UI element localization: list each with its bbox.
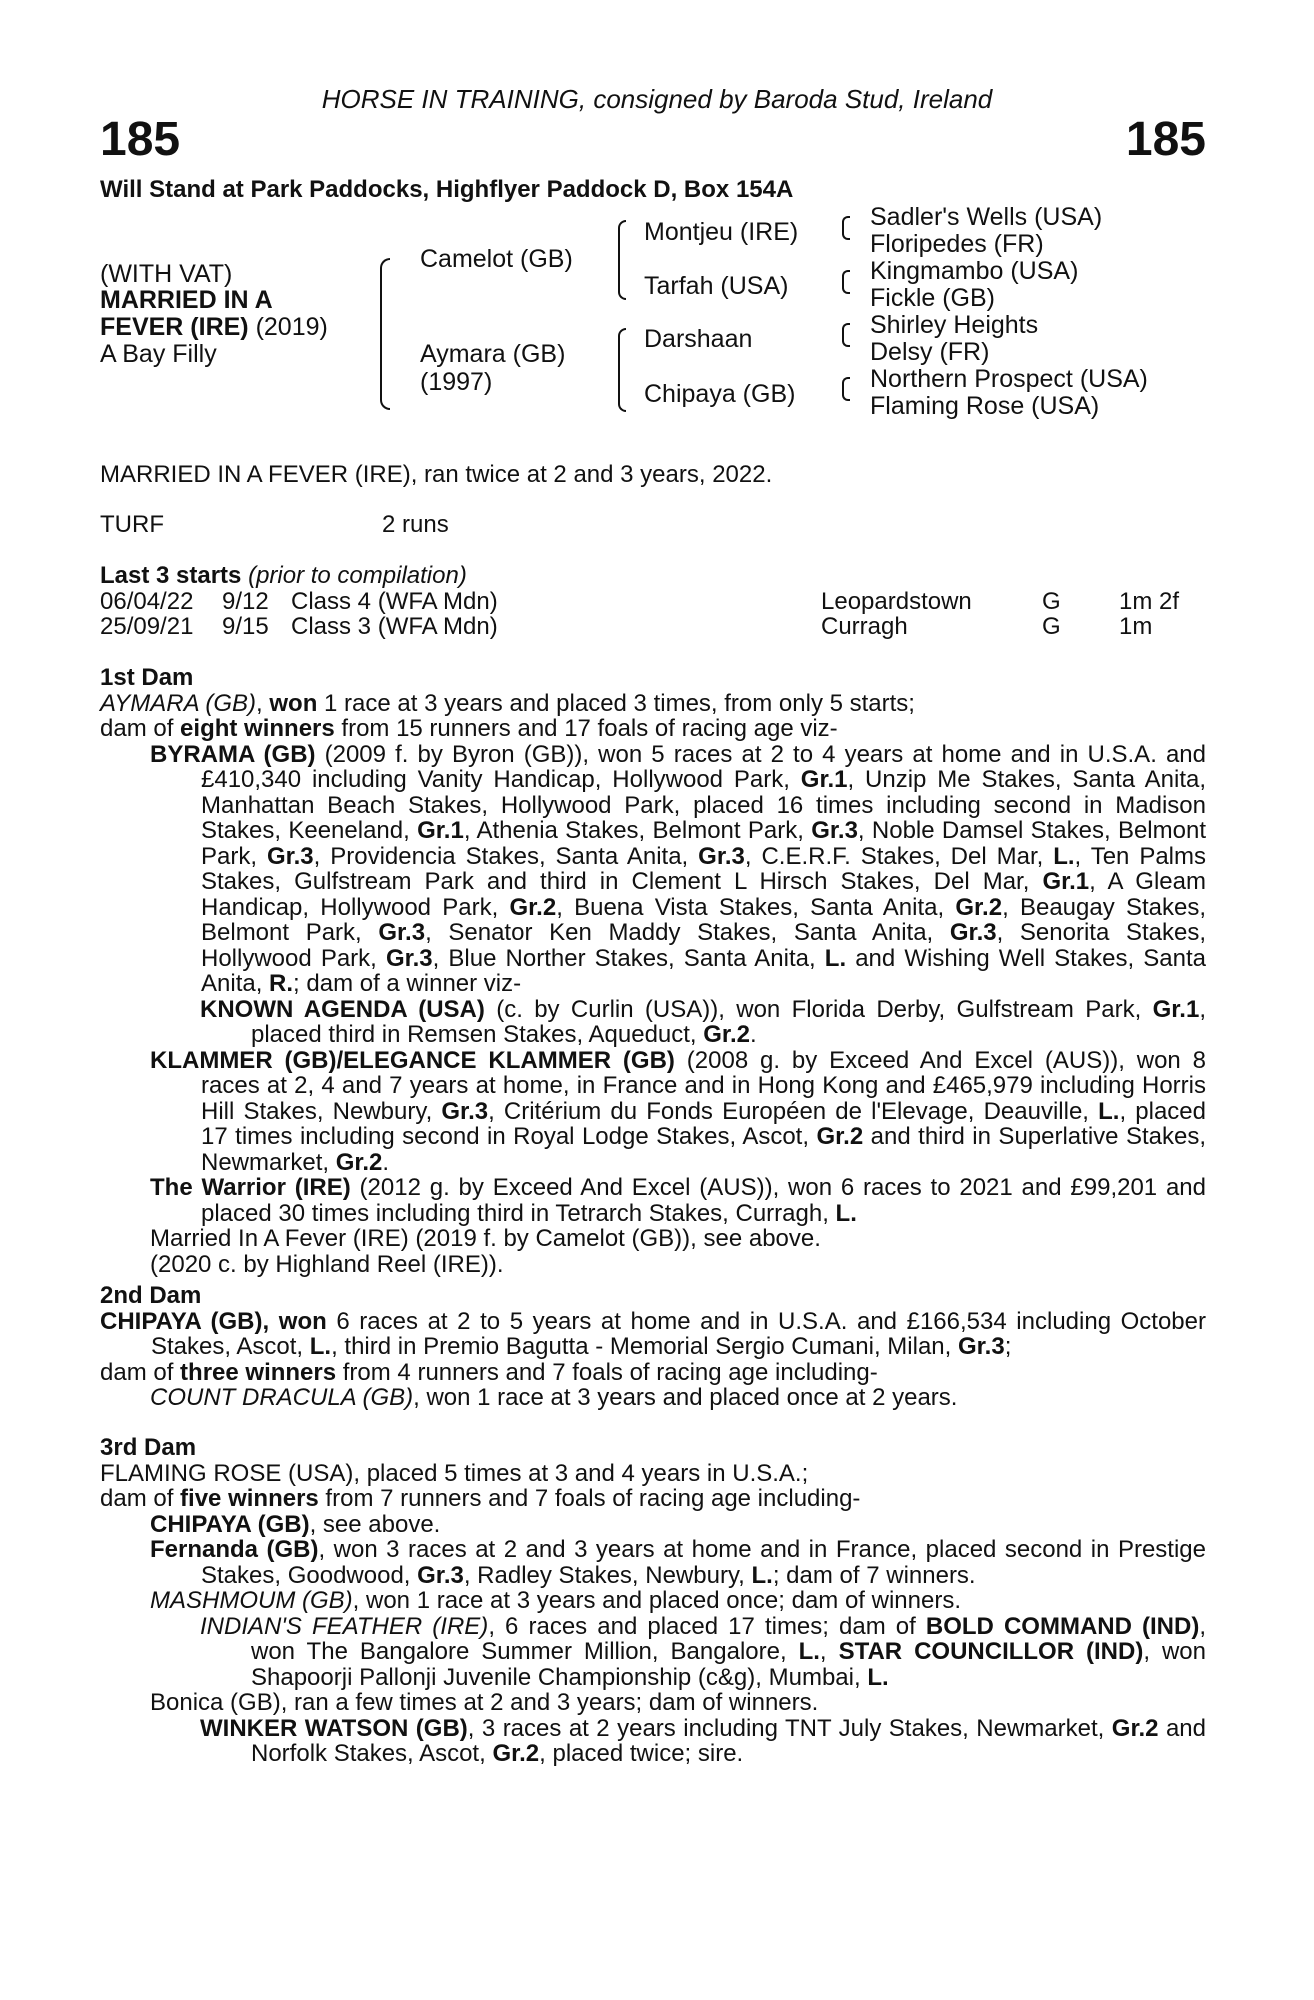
sire-sire: Montjeu (IRE) — [644, 218, 799, 246]
first-dam-section — [100, 665, 1206, 1277]
dam-text: 6 races at 2 to 5 years at home and in U.S.A. and £166,534 including October Stakes, Ascot, — [151, 1307, 1206, 1360]
brace-sire — [618, 220, 626, 300]
progeny-name: BYRAMA (GB) — [150, 740, 316, 768]
progeny-text: , Senorita Stakes, Hollywood Park, — [201, 919, 1206, 972]
gen3-6: Delsy (FR) — [870, 338, 990, 366]
byrama-entry — [100, 742, 1206, 997]
progeny-text: , A Gleam Handicap, Hollywood Park, — [201, 868, 1206, 921]
progeny-name: KNOWN AGENDA (USA) — [200, 995, 485, 1023]
warrior-entry — [100, 1175, 1206, 1226]
grade: R. — [269, 970, 294, 997]
progeny-text: , — [819, 1638, 839, 1665]
gen3-3: Kingmambo (USA) — [870, 257, 1079, 285]
progeny-text: and Wishing Well Stakes, Santa Anita, — [201, 944, 1206, 997]
progeny-text: , 6 races and placed 17 times; dam of — [488, 1612, 926, 1640]
progeny-text: and third in Superlative Stakes, Newmarket, — [201, 1123, 1207, 1176]
start-course: Curragh — [821, 613, 908, 640]
start-position: 9/15 — [222, 613, 269, 640]
start-race: Class 3 (WFA Mdn) — [291, 613, 498, 640]
third-dam-line2 — [100, 1486, 1206, 1512]
progeny-text: , Radley Stakes, Newbury, — [463, 1561, 752, 1589]
progeny-text: , Senator Ken Maddy Stakes, Santa Anita, — [425, 919, 950, 946]
progeny-name: STAR COUNCILLOR (IND) — [838, 1638, 1144, 1665]
indians-feather-entry — [100, 1614, 1206, 1691]
grade: Gr.3 — [266, 842, 314, 870]
gen3-7: Northern Prospect (USA) — [870, 365, 1148, 393]
grade: Gr.3 — [378, 919, 426, 946]
won-label: , won — [262, 1307, 327, 1335]
turf-runs: 2 runs — [382, 511, 449, 538]
grade: L. — [835, 1199, 857, 1227]
progeny-name: Fernanda (GB) — [150, 1536, 319, 1563]
first-dam-name: AYMARA (GB) — [100, 689, 257, 717]
second-dam-section — [100, 1283, 1206, 1411]
sire: Camelot (GB) — [420, 245, 573, 273]
race-summary: MARRIED IN A FEVER (IRE), ran twice at 2 and 3 years, 2022. — [100, 461, 773, 488]
third-dam-heading: 3rd Dam — [100, 1434, 197, 1461]
progeny-name: COUNT DRACULA (GB) — [150, 1384, 414, 1411]
winker-watson-entry — [100, 1716, 1206, 1767]
grade: Gr.3 — [949, 919, 997, 946]
grade: Gr.1 — [1152, 995, 1200, 1023]
dam: Aymara (GB) — [420, 340, 566, 368]
progeny-text: , Ten Palms Stakes, Gulfstream Park and third in Clement L Hirsch Stakes, Del Mar, — [201, 842, 1207, 895]
progeny-text: (2012 g. by Exceed And Excel (AUS)), won 6 races to 2021 and £99,201 and placed 30 times including third in Tetrarch Stakes, Curragh, — [201, 1174, 1206, 1227]
dam-dam: Chipaya (GB) — [644, 380, 796, 408]
progeny-text: (2009 f. by Byron (GB)), won 5 races at 2 to 4 years at home and in U.S.A. and £410,340 including Vanity Handicap, Hollywood Park, — [201, 740, 1206, 793]
progeny-text: , won The Bangalore Summer Million, Bangalore, — [251, 1612, 1207, 1665]
gen3-1: Sadler's Wells (USA) — [870, 203, 1103, 231]
count-dracula-entry — [100, 1385, 1206, 1411]
grade: Gr.2 — [492, 1740, 540, 1767]
grade: L. — [751, 1561, 773, 1589]
horse-name-line2 — [100, 313, 328, 342]
first-dam-line2 — [100, 716, 1206, 742]
dam-text: ; — [1004, 1333, 1012, 1360]
horse-name-line1: MARRIED IN A — [100, 286, 273, 314]
mashmoum-entry — [100, 1588, 1206, 1614]
progeny-name: BOLD COMMAND (IND) — [925, 1612, 1200, 1640]
dam-text: , third in Premio Bagutta - Memorial Sergio Cumani, Milan, — [331, 1333, 958, 1360]
grade: Gr.3 — [441, 1097, 489, 1125]
start-race: Class 4 (WFA Mdn) — [291, 588, 498, 615]
grade: L. — [1098, 1097, 1120, 1125]
brace-g1 — [842, 216, 850, 240]
second-dam-record — [100, 1309, 1206, 1360]
progeny-text: , placed 17 times including second in Royal Lodge Stakes, Ascot, — [201, 1097, 1206, 1150]
lot-number-left: 185 — [100, 113, 181, 166]
progeny-text: , 3 races at 2 years including TNT July Stakes, Newmarket, — [467, 1714, 1112, 1742]
grade: Gr.2 — [509, 893, 557, 921]
dam-year: (1997) — [420, 368, 493, 396]
fernanda-entry — [100, 1537, 1206, 1588]
stand-location: Will Stand at Park Paddocks, Highflyer Paddock D, Box 154A — [100, 176, 794, 203]
brace-g3 — [842, 323, 850, 347]
progeny-text: , Blue Norther Stakes, Santa Anita, — [432, 944, 825, 972]
married-entry: Married In A Fever (IRE) (2019 f. by Camelot (GB)), see above. — [150, 1225, 821, 1252]
bonica-entry: Bonica (GB), ran a few times at 2 and 3 years; dam of winners. — [150, 1689, 819, 1716]
winners-count: eight winners — [180, 715, 335, 742]
first-dam-heading: 1st Dam — [100, 664, 194, 691]
progeny-text: , Buena Vista Stakes, Santa Anita, — [556, 893, 956, 921]
progeny-name: KLAMMER (GB)/ELEGANCE KLAMMER (GB) — [150, 1046, 675, 1074]
progeny-text: , Unzip Me Stakes, Santa Anita, Manhattan Beach Stakes, Hollywood Park, placed 16 times including second in Madison Stakes, Keeneland, — [201, 766, 1206, 844]
progeny-text: . — [382, 1148, 390, 1176]
progeny-text: , Providencia Stakes, Santa Anita, — [313, 842, 699, 870]
start-course: Leopardstown — [821, 588, 972, 615]
start-date: 06/04/22 — [100, 588, 194, 615]
chipaya-entry — [100, 1512, 1206, 1538]
last-starts-heading — [100, 563, 467, 589]
progeny-text: , won 1 race at 3 years and placed once; dam of winners. — [352, 1587, 961, 1614]
runners-foals: from 7 runners and 7 foals of racing age including- — [318, 1485, 861, 1512]
gen3-2: Floripedes (FR) — [870, 230, 1044, 258]
progeny-text: (c. by Curlin (USA)), won Florida Derby, Gulfstream Park, — [484, 995, 1153, 1023]
progeny-name: INDIAN'S FEATHER (IRE) — [200, 1612, 489, 1640]
start-date: 25/09/21 — [100, 613, 194, 640]
dam-of: dam of — [100, 1485, 181, 1512]
progeny-name: CHIPAYA (GB) — [150, 1510, 310, 1538]
third-dam-section — [100, 1435, 1206, 1767]
runners-foals: from 15 runners and 17 foals of racing age viz- — [334, 715, 838, 742]
dam-sire: Darshaan — [644, 325, 753, 353]
last-starts-title: Last 3 starts — [100, 562, 242, 589]
grade: L. — [1053, 842, 1075, 870]
progeny-text: . — [749, 1021, 757, 1048]
grade: Gr.2 — [1111, 1714, 1159, 1742]
grade: Gr.1 — [800, 766, 848, 793]
grade: Gr.2 — [703, 1021, 750, 1048]
horse-name: FEVER (IRE) — [100, 313, 249, 341]
progeny-name: MASHMOUM (GB) — [150, 1587, 353, 1614]
first-dam-line1 — [100, 691, 1206, 717]
progeny-text: , C.E.R.F. Stakes, Del Mar, — [744, 842, 1054, 870]
progeny-text: , Noble Damsel Stakes, Belmont Park, — [201, 817, 1206, 870]
progeny-text: , won Shapoorji Pallonji Juvenile Championship (c&g), Mumbai, — [251, 1638, 1207, 1691]
runners-foals: from 4 runners and 7 foals of racing age including- — [336, 1358, 878, 1386]
grade: Gr.3 — [811, 817, 858, 844]
progeny-text: , won 1 race at 3 years and placed once at 2 years. — [413, 1384, 958, 1411]
progeny-text: , won 3 races at 2 and 3 years at home and in France, placed second in Prestige Stakes, Goodwood, — [201, 1536, 1206, 1589]
progeny-text: , placed third in Remsen Stakes, Aqueduct, — [251, 995, 1206, 1048]
first-dam-record: 1 race at 3 years and placed 3 times, from only 5 starts; — [317, 689, 915, 717]
brace-horse — [380, 258, 390, 410]
brace-dam — [618, 328, 626, 412]
grade: Gr.3 — [957, 1333, 1005, 1360]
grade: Gr.2 — [955, 893, 1003, 921]
progeny-text: , Athenia Stakes, Belmont Park, — [463, 817, 812, 844]
grade: L. — [867, 1663, 889, 1691]
vat-note: (WITH VAT) — [100, 260, 233, 288]
start-going: G — [1042, 588, 1061, 615]
second-dam-line2 — [100, 1360, 1206, 1386]
horse-description: A Bay Filly — [100, 340, 217, 368]
grade: Gr.1 — [1042, 868, 1090, 895]
turf-label: TURF — [100, 511, 164, 538]
colt-2020-entry: (2020 c. by Highland Reel (IRE)). — [150, 1250, 504, 1278]
klammer-entry — [100, 1048, 1206, 1176]
grade: Gr.3 — [417, 1561, 464, 1589]
lot-number-right: 185 — [1125, 113, 1206, 166]
brace-g2 — [842, 270, 850, 294]
sire-dam: Tarfah (USA) — [644, 272, 789, 300]
winners-count: three winners — [180, 1358, 337, 1386]
gen3-8: Flaming Rose (USA) — [870, 392, 1100, 420]
horse-year: (2019) — [248, 313, 328, 341]
known-agenda-entry — [100, 997, 1206, 1048]
comma: , — [256, 689, 270, 717]
grade: L. — [309, 1333, 332, 1360]
progeny-text: , placed twice; sire. — [539, 1740, 744, 1767]
dam-of: dam of — [100, 1358, 181, 1386]
start-position: 9/12 — [222, 588, 269, 615]
grade: Gr.2 — [335, 1148, 383, 1176]
progeny-text: ; dam of 7 winners. — [772, 1561, 976, 1589]
gen3-4: Fickle (GB) — [870, 284, 995, 312]
grade: L. — [824, 944, 847, 972]
grade: Gr.1 — [417, 817, 464, 844]
progeny-text: , Critérium du Fonds Européen de l'Elevage, Deauville, — [488, 1097, 1099, 1125]
grade: Gr.3 — [385, 944, 433, 972]
start-going: G — [1042, 613, 1061, 640]
progeny-text: (2008 g. by Exceed And Excel (AUS)), won 8 races at 2, 4 and 7 years at home, in France and in Hong Kong and £465,979 including Horris Hill Stakes, Newbury, — [201, 1046, 1206, 1125]
start-distance: 1m 2f — [1119, 588, 1180, 615]
grade: Gr.2 — [816, 1123, 864, 1150]
dam-of: dam of — [100, 715, 181, 742]
last-starts-note: (prior to compilation) — [241, 562, 467, 589]
brace-g4 — [842, 377, 850, 401]
gen3-5: Shirley Heights — [870, 311, 1039, 339]
progeny-name: WINKER WATSON (GB) — [200, 1714, 468, 1742]
progeny-text: , Beaugay Stakes, Belmont Park, — [201, 893, 1206, 946]
progeny-text: , see above. — [309, 1510, 441, 1538]
winners-count: five winners — [180, 1485, 319, 1512]
progeny-text: ; dam of a winner viz- — [293, 970, 522, 997]
start-distance: 1m — [1119, 613, 1153, 640]
won-label: won — [269, 689, 318, 717]
progeny-text: and Norfolk Stakes, Ascot, — [251, 1714, 1206, 1767]
grade: L. — [798, 1638, 820, 1665]
progeny-name: The Warrior (IRE) — [150, 1174, 351, 1201]
third-dam-line1: FLAMING ROSE (USA), placed 5 times at 3 and 4 years in U.S.A.; — [100, 1459, 809, 1487]
second-dam-name: CHIPAYA (GB) — [100, 1307, 263, 1335]
second-dam-heading: 2nd Dam — [100, 1282, 202, 1309]
catalogue-heading: HORSE IN TRAINING, consigned by Baroda Stud, Ireland — [321, 84, 993, 114]
grade: Gr.3 — [698, 842, 745, 870]
